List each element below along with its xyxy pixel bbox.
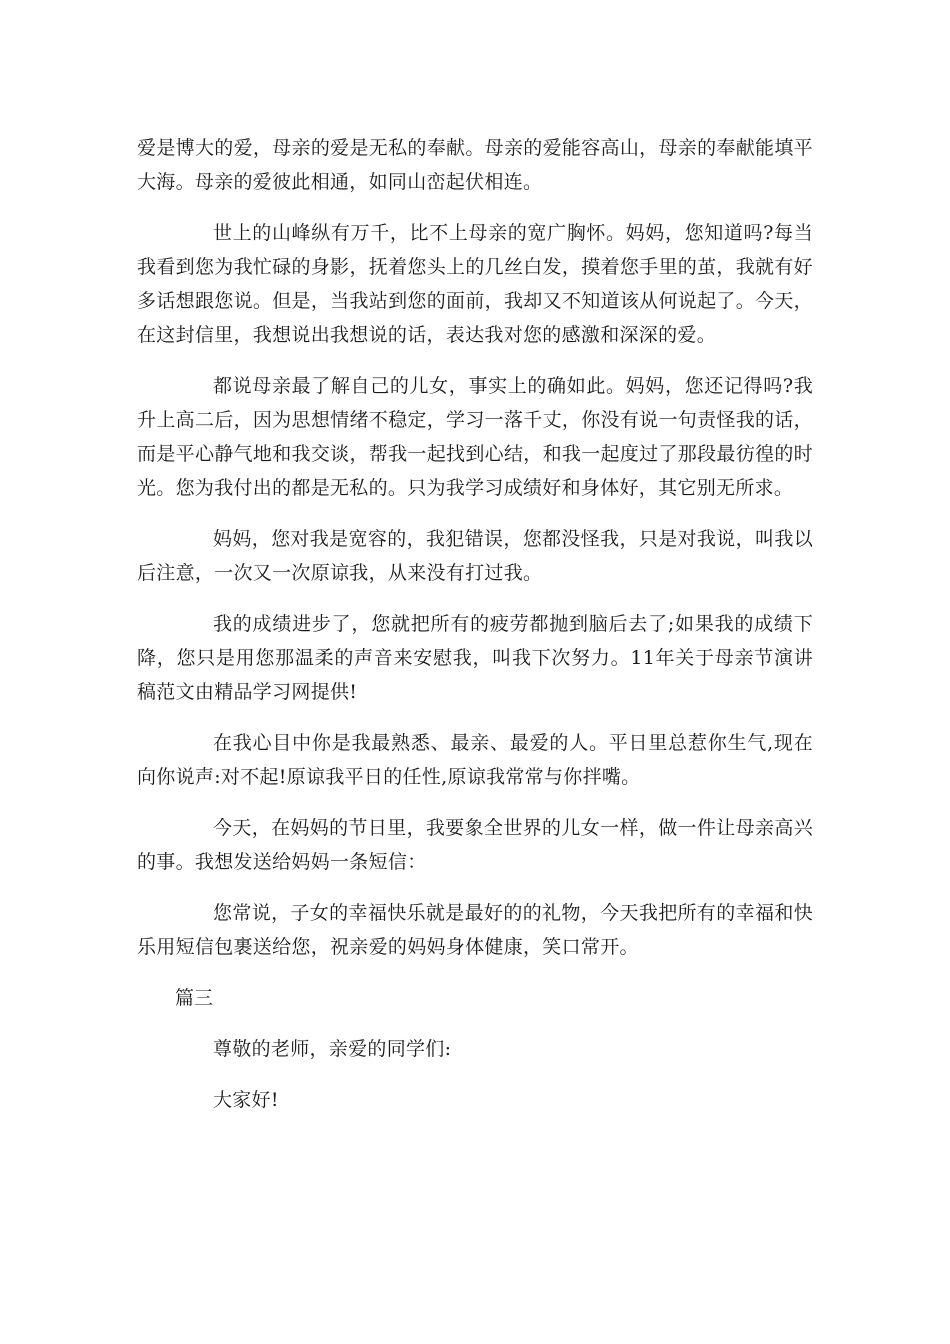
greeting: 尊敬的老师，亲爱的同学们: (213, 1038, 452, 1060)
paragraph-1: 爱是博大的爱，母亲的爱是无私的奉献。母亲的爱能容高山，母亲的奉献能填平大海。母亲的爱彼此相通，如同山峦起伏相连。 (137, 137, 813, 193)
document-page (137, 131, 813, 1117)
paragraph-7: 今天，在妈妈的节日里，我要象全世界的儿女一样，做一件让母亲高兴的事。我想发送给妈妈一条短信： (137, 817, 813, 873)
paragraph-8: 您常说，子女的幸福快乐就是最好的的礼物，今天我把所有的幸福和快乐用短信包裹送给您，祝亲爱的妈妈身体健康，笑口常开。 (137, 902, 813, 958)
paragraph-5: 我的成绩进步了，您就把所有的疲劳都抛到脑后去了;如果我的成绩下降，您只是用您那温柔的声音来安慰我，叫我下次努力。11年关于母亲节演讲稿范文由精品学习网提供! (137, 613, 813, 703)
opening: 大家好! (213, 1089, 279, 1111)
section-title: 篇三 (175, 987, 214, 1009)
paragraph-3: 都说母亲最了解自己的儿女，事实上的确如此。妈妈，您还记得吗?我升上高二后，因为思想情绪不稳定，学习一落千丈，你没有说一句责怪我的话，而是平心静气地和我交谈，帮我一起找到心结，和我一起度过了那段最彷徨的时光。您为我付出的都是无私的。只为我学习成绩好和身体好，其它别无所求。 (137, 375, 813, 499)
paragraph-6: 在我心目中你是我最熟悉、最亲、最爱的人。平日里总惹你生气,现在向你说声:对不起!原谅我平日的任性,原谅我常常与你拌嘴。 (137, 732, 813, 788)
paragraph-4: 妈妈，您对我是宽容的，我犯错误，您都没怪我，只是对我说，叫我以后注意，一次又一次原谅我，从来没有打过我。 (137, 528, 813, 584)
paragraph-2: 世上的山峰纵有万千，比不上母亲的宽广胸怀。妈妈，您知道吗?每当我看到您为我忙碌的身影，抚着您头上的几丝白发，摸着您手里的茧，我就有好多话想跟您说。但是，当我站到您的面前，我却又不知道该从何说起了。今天，在这封信里，我想说出我想说的话，表达我对您的感激和深深的爱。 (137, 222, 813, 346)
